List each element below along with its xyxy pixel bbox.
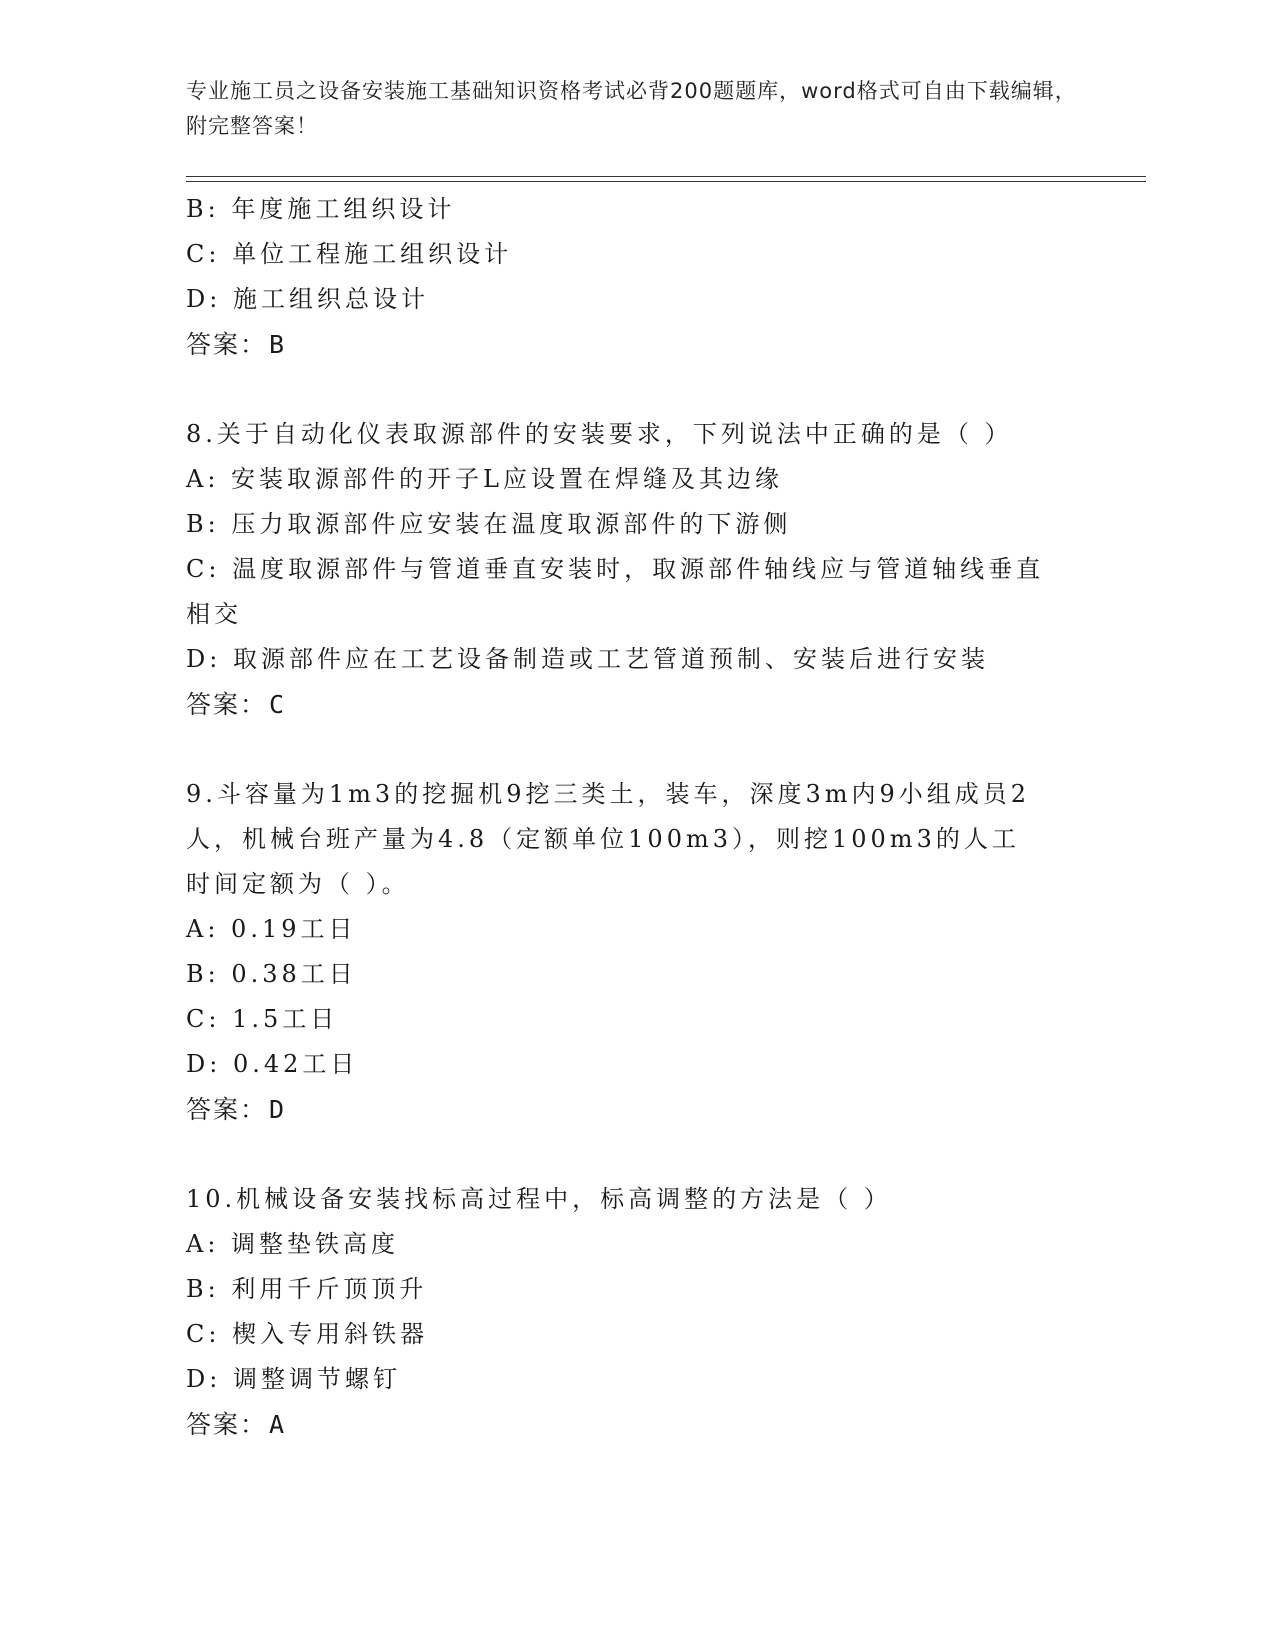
document-header: 专业施工员之设备安装施工基础知识资格考试必背200题题库，word格式可自由下载编辑，附完整答案！ [186, 79, 1077, 138]
answer-line [186, 1087, 1086, 1132]
option-d: D: 调整调节螺钉 [186, 1365, 401, 1393]
question-stem: 9.斗容量为1m3的挖掘机9挖三类土，装车，深度3m内9小组成员2人，机械台班产量为4.8（定额单位100m3），则挖100m3的人工时间定额为（ ）。 [186, 780, 1031, 898]
question-10 [186, 1177, 1086, 1447]
option-b: B: 利用千斤顶顶升 [186, 1275, 428, 1303]
answer-label: 答案： [186, 1095, 268, 1124]
option-c: C: 温度取源部件与管道垂直安装时，取源部件轴线应与管道轴线垂直相交 [186, 555, 1045, 628]
answer-line [186, 682, 1086, 727]
header-rule-bottom [186, 181, 1146, 182]
answer-value: B [269, 330, 287, 359]
option-b: B: 压力取源部件应安装在温度取源部件的下游侧 [186, 510, 792, 538]
answer-value: C [269, 690, 287, 719]
option-c: C: 1.5工日 [186, 1005, 339, 1033]
option-c: C: 单位工程施工组织设计 [186, 240, 513, 268]
answer-value: A [269, 1410, 287, 1439]
question-stem: 10.机械设备安装找标高过程中，标高调整的方法是（ ） [186, 1185, 892, 1213]
spacer [186, 367, 1086, 412]
option-d: D: 施工组织总设计 [186, 285, 429, 313]
question-8 [186, 412, 1086, 727]
answer-label: 答案： [186, 1410, 268, 1439]
question-list [186, 187, 1086, 1447]
option-c: C: 楔入专用斜铁器 [186, 1320, 429, 1348]
option-a: A: 0.19工日 [186, 915, 357, 943]
question-stem: 8.关于自动化仪表取源部件的安装要求，下列说法中正确的是（ ） [186, 420, 1013, 448]
answer-line [186, 1402, 1086, 1447]
option-b: B: 年度施工组织设计 [186, 195, 456, 223]
question-9 [186, 772, 1086, 1132]
answer-line [186, 322, 1086, 367]
spacer [186, 727, 1086, 772]
option-d: D: 取源部件应在工艺设备制造或工艺管道预制、安装后进行安装 [186, 645, 989, 673]
option-a: A: 安装取源部件的开子L应设置在焊缝及其边缘 [186, 465, 783, 493]
option-b: B: 0.38工日 [186, 960, 357, 988]
option-d: D: 0.42工日 [186, 1050, 359, 1078]
answer-value: D [269, 1095, 287, 1124]
spacer [186, 1132, 1086, 1177]
prev-question-tail [186, 187, 1086, 367]
answer-label: 答案： [186, 690, 268, 719]
answer-label: 答案： [186, 330, 268, 359]
header-rule-top [186, 176, 1146, 177]
option-a: A: 调整垫铁高度 [186, 1230, 400, 1258]
